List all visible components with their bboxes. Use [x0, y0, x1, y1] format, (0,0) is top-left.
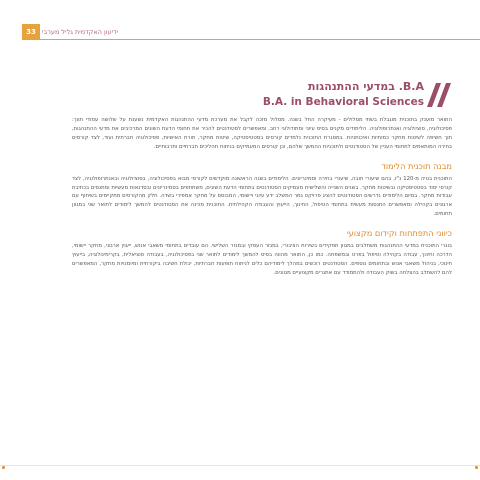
- running-header-title: ידיעון האקדמית גליל מערבי: [42, 28, 119, 36]
- section-body-program-structure: התוכנית בנויה מ-120 נ"ז, בהם שיעורי חובה, שיעורי בחירה וסמינריונים. הלימודים בשנה הראשונה מוקדשים לקורסי מבוא בפסיכולוגיה, בסוציולוגיה ובאנתרופולוגיה, לצד קורסי יסוד בסטטיסטיקה ובשיטות מחקר. בשנים השנייה והשלישית מעמיקים הסטודנטים בתחומי הדעת השונים, משתתפים בסמינריונים ובסדנאות מעשיות ומתנסים בכתיבת עבודות מחקר. בסיום הלימודים נדרשים הסטודנטים להציג פרויקט גמר המשלב ידע עיוני ויישומי, המבוסס על מחקר אמפירי בשדה. חלק מהקורסים מתקיימים בשיתוף עם ארגונים בקהילה ומאפשרים התנסות מעשית בתחומי הטיפול, החינוך, הייעוץ והעבודה הקהילתית. התוכנית מכינה את הסטודנטים להמשך לימודים לתואר שני במגוון תחומים.: [72, 175, 452, 218]
- section-body-career-development: בוגרי התוכנית במדעי ההתנהגות משתלבים במגוון תפקידים בשירות הציבורי, במגזר העסקי ובמגזר השלישי. הם עובדים בתחומי משאבי אנוש, ייעוץ ארגוני, מחקר יישומי, הדרכה וחינוך, עבודה בקהילה וטיפול בפרט ובמשפחה. כמו כן, התואר מהווה בסיס להמשך לימודים לתואר שני בפסיכולוגיה, בעבודה סוציאלית, בקרימינולוגיה, בייעוץ חינוכי, בניהול משאבי אנוש ובתחומים נוספים. הסטודנטים רוכשים במהלך לימודיהם כלים לניתוח תופעות חברתיות, יכולת חשיבה ביקורתית ומיומנויות מחקר, המאפשרים להם להשתלב בהצלחה בשוק העבודה ולהתמודד עם אתגרים מקצועיים מגוונים.: [72, 243, 452, 276]
- intro-paragraph: התואר מוענק בתוכנית מוגבלת בשתי מסלולים - מעיקרה החל בשנה. מסלול מזכה לקבל את מערכת מדעי ההתנהגות האקדמית נשענת על שלושה עמודי תווך: פסיכולוגיה, סוציולוגיה ואנתרופולוגיה. הלימודים מקנים בסיס עיוני ומתודולוגי רחב, ומאפשרים לסטודנטים להכיר את תחומי הדעת השונים המרכיבים את מדעי ההתנהגות, תוך חשיפה לשיטות מחקר כמותיות ואיכותניות. במסגרת התוכנית נלמדים קורסים בסטטיסטיקה, שיטות מחקר, תורת האישיות, פסיכולוגיה חברתית ועוד, לצד קורסים בחירה המותאמים לתחומי העניין של הסטודנטים ולתוכניות ההמשך שלהם, וכן קורסים המעמיקים בניתוח תהליכים חברתיים ותרבותיים.: [72, 117, 452, 150]
- main-content: [72, 116, 452, 278]
- page-title-english: B.A. in Behavioral Sciences: [262, 96, 424, 108]
- footer-left-dot: [2, 466, 5, 469]
- header-divider: [22, 39, 480, 40]
- double-slash-icon: [426, 83, 452, 107]
- footer-divider: [0, 465, 480, 466]
- page-number: 33: [22, 24, 40, 39]
- title-block: [104, 80, 424, 109]
- section-heading-career-development: כיווני התפתחות וקידום מקצועי: [346, 228, 452, 239]
- page-title-hebrew: B.A. במדעי ההתנהגות: [308, 80, 424, 93]
- section-heading-program-structure: מבנה תוכנית הלימוד: [381, 160, 452, 171]
- footer-right-dot: [475, 466, 478, 469]
